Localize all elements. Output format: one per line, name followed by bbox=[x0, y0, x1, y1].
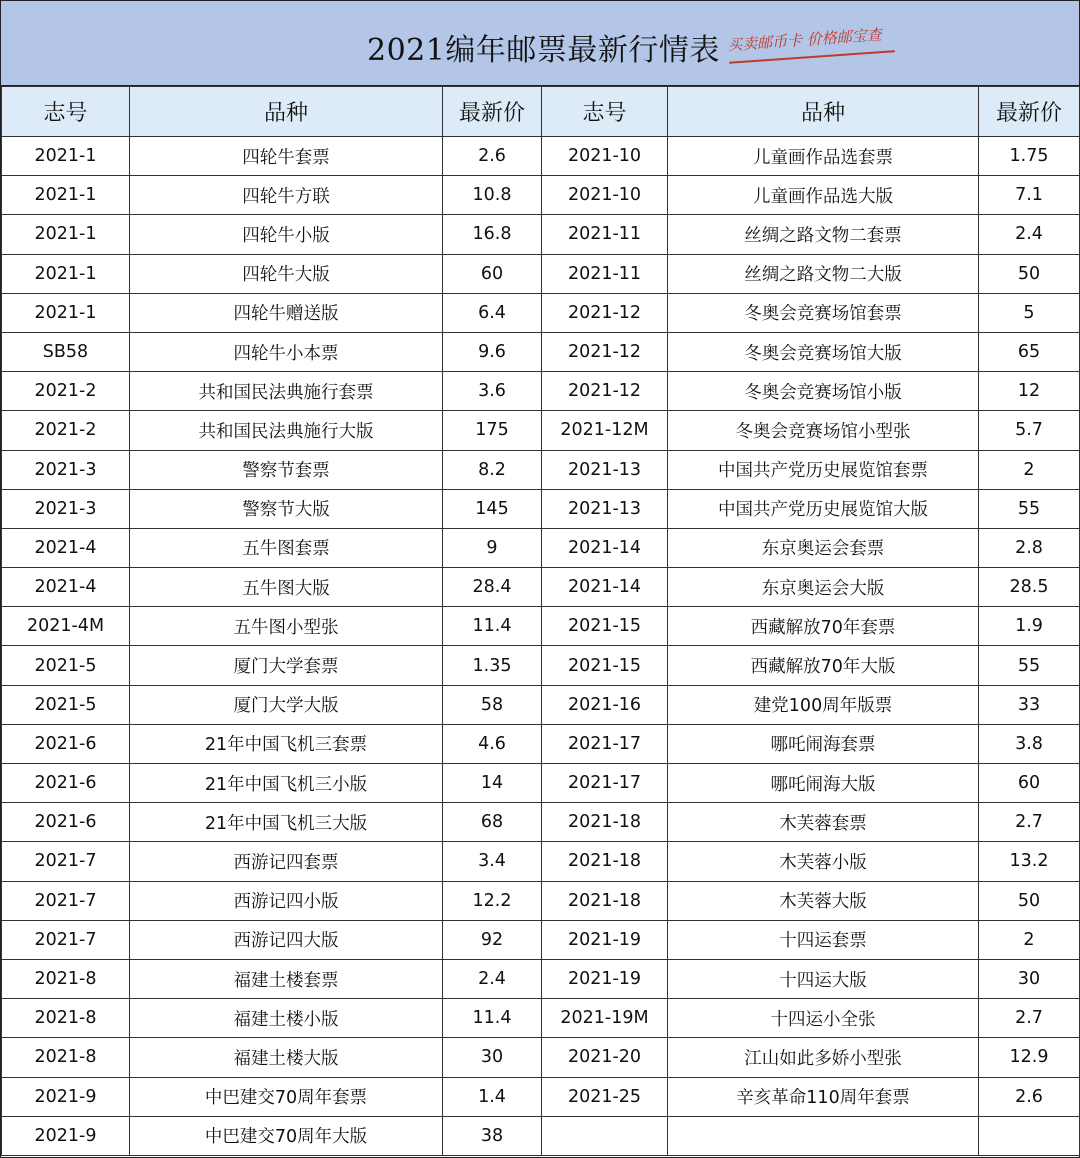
price-cell: 3.6 bbox=[443, 372, 542, 411]
item-name-cell: 福建土楼大版 bbox=[130, 1038, 443, 1077]
table-row bbox=[2, 803, 1080, 842]
price-cell: 68 bbox=[443, 803, 542, 842]
issue-number-cell: 2021-13 bbox=[542, 450, 668, 489]
table-row bbox=[2, 293, 1080, 332]
table-row bbox=[2, 568, 1080, 607]
item-name-cell: 警察节套票 bbox=[130, 450, 443, 489]
issue-number-cell: 2021-2 bbox=[2, 372, 130, 411]
issue-number-cell: SB58 bbox=[2, 332, 130, 371]
table-row bbox=[2, 881, 1080, 920]
table-row bbox=[2, 489, 1080, 528]
header-price-right: 最新价 bbox=[979, 87, 1080, 137]
header-issue-number-left: 志号 bbox=[2, 87, 130, 137]
table-row bbox=[2, 528, 1080, 567]
item-name-cell: 五牛图小型张 bbox=[130, 607, 443, 646]
issue-number-cell: 2021-20 bbox=[542, 1038, 668, 1077]
item-name-cell: 冬奥会竞赛场馆小型张 bbox=[668, 411, 979, 450]
price-cell: 10.8 bbox=[443, 176, 542, 215]
item-name-cell: 木芙蓉大版 bbox=[668, 881, 979, 920]
table-row bbox=[2, 332, 1080, 371]
item-name-cell: 冬奥会竞赛场馆大版 bbox=[668, 332, 979, 371]
price-cell: 30 bbox=[979, 959, 1080, 998]
table-row bbox=[2, 764, 1080, 803]
item-name-cell: 东京奥运会大版 bbox=[668, 568, 979, 607]
issue-number-cell: 2021-15 bbox=[542, 646, 668, 685]
item-name-cell: 共和国民法典施行套票 bbox=[130, 372, 443, 411]
price-cell: 2.6 bbox=[443, 137, 542, 176]
item-name-cell: 四轮牛套票 bbox=[130, 137, 443, 176]
price-cell: 2 bbox=[979, 450, 1080, 489]
item-name-cell: 中巴建交70周年套票 bbox=[130, 1077, 443, 1116]
item-name-cell: 21年中国飞机三套票 bbox=[130, 724, 443, 763]
table-row bbox=[2, 607, 1080, 646]
item-name-cell: 十四运小全张 bbox=[668, 999, 979, 1038]
price-cell: 1.75 bbox=[979, 137, 1080, 176]
issue-number-cell: 2021-8 bbox=[2, 959, 130, 998]
watermark-stamp: 买卖邮币卡 价格邮宝查 bbox=[726, 25, 883, 55]
issue-number-cell: 2021-6 bbox=[2, 724, 130, 763]
issue-number-cell: 2021-17 bbox=[542, 724, 668, 763]
price-cell: 145 bbox=[443, 489, 542, 528]
issue-number-cell: 2021-3 bbox=[2, 450, 130, 489]
issue-number-cell: 2021-7 bbox=[2, 920, 130, 959]
issue-number-cell: 2021-25 bbox=[542, 1077, 668, 1116]
price-cell: 30 bbox=[443, 1038, 542, 1077]
price-cell: 11.4 bbox=[443, 999, 542, 1038]
issue-number-cell: 2021-19M bbox=[542, 999, 668, 1038]
header-issue-number-right: 志号 bbox=[542, 87, 668, 137]
price-cell: 58 bbox=[443, 685, 542, 724]
price-cell: 11.4 bbox=[443, 607, 542, 646]
price-cell: 8.2 bbox=[443, 450, 542, 489]
price-cell: 5.7 bbox=[979, 411, 1080, 450]
price-cell: 50 bbox=[979, 881, 1080, 920]
item-name-cell: 儿童画作品选套票 bbox=[668, 137, 979, 176]
item-name-cell: 西藏解放70年套票 bbox=[668, 607, 979, 646]
price-cell: 60 bbox=[979, 764, 1080, 803]
table-row bbox=[2, 685, 1080, 724]
item-name-cell: 冬奥会竞赛场馆小版 bbox=[668, 372, 979, 411]
page-title: 2021编年邮票最新行情表 bbox=[367, 33, 720, 68]
price-cell: 28.4 bbox=[443, 568, 542, 607]
issue-number-cell: 2021-1 bbox=[2, 137, 130, 176]
price-cell: 6.4 bbox=[443, 293, 542, 332]
issue-number-cell: 2021-14 bbox=[542, 568, 668, 607]
header-row bbox=[2, 87, 1080, 137]
table-row bbox=[2, 1116, 1080, 1155]
table-row bbox=[2, 646, 1080, 685]
item-name-cell: 西藏解放70年大版 bbox=[668, 646, 979, 685]
issue-number-cell: 2021-6 bbox=[2, 803, 130, 842]
price-cell: 2.7 bbox=[979, 999, 1080, 1038]
issue-number-cell: 2021-8 bbox=[2, 999, 130, 1038]
price-cell: 9.6 bbox=[443, 332, 542, 371]
price-cell: 2.4 bbox=[979, 215, 1080, 254]
issue-number-cell: 2021-16 bbox=[542, 685, 668, 724]
table-row bbox=[2, 137, 1080, 176]
issue-number-cell: 2021-1 bbox=[2, 176, 130, 215]
price-cell: 1.9 bbox=[979, 607, 1080, 646]
issue-number-cell: 2021-7 bbox=[2, 881, 130, 920]
item-name-cell: 五牛图套票 bbox=[130, 528, 443, 567]
issue-number-cell: 2021-2 bbox=[2, 411, 130, 450]
issue-number-cell: 2021-4 bbox=[2, 528, 130, 567]
issue-number-cell: 2021-4M bbox=[2, 607, 130, 646]
price-cell: 38 bbox=[443, 1116, 542, 1155]
issue-number-cell: 2021-18 bbox=[542, 881, 668, 920]
issue-number-cell: 2021-18 bbox=[542, 803, 668, 842]
item-name-cell: 五牛图大版 bbox=[130, 568, 443, 607]
issue-number-cell: 2021-19 bbox=[542, 959, 668, 998]
item-name-cell: 西游记四套票 bbox=[130, 842, 443, 881]
item-name-cell: 共和国民法典施行大版 bbox=[130, 411, 443, 450]
issue-number-cell: 2021-9 bbox=[2, 1077, 130, 1116]
issue-number-cell: 2021-10 bbox=[542, 137, 668, 176]
price-cell: 2 bbox=[979, 920, 1080, 959]
issue-number-cell: 2021-1 bbox=[2, 254, 130, 293]
item-name-cell: 西游记四小版 bbox=[130, 881, 443, 920]
issue-number-cell: 2021-11 bbox=[542, 215, 668, 254]
price-cell: 92 bbox=[443, 920, 542, 959]
item-name-cell: 木芙蓉小版 bbox=[668, 842, 979, 881]
item-name-cell: 哪吒闹海大版 bbox=[668, 764, 979, 803]
issue-number-cell: 2021-17 bbox=[542, 764, 668, 803]
price-cell: 7.1 bbox=[979, 176, 1080, 215]
header-item-left: 品种 bbox=[130, 87, 443, 137]
price-cell: 55 bbox=[979, 489, 1080, 528]
issue-number-cell: 2021-11 bbox=[542, 254, 668, 293]
item-name-cell: 福建土楼小版 bbox=[130, 999, 443, 1038]
item-name-cell: 辛亥革命110周年套票 bbox=[668, 1077, 979, 1116]
table-row bbox=[2, 999, 1080, 1038]
item-name-cell: 十四运大版 bbox=[668, 959, 979, 998]
price-cell: 3.4 bbox=[443, 842, 542, 881]
table-row bbox=[2, 254, 1080, 293]
table-row bbox=[2, 1077, 1080, 1116]
item-name-cell bbox=[668, 1116, 979, 1155]
item-name-cell: 哪吒闹海套票 bbox=[668, 724, 979, 763]
table-row bbox=[2, 411, 1080, 450]
price-cell: 12.9 bbox=[979, 1038, 1080, 1077]
price-cell: 3.8 bbox=[979, 724, 1080, 763]
price-cell: 2.6 bbox=[979, 1077, 1080, 1116]
title-bar bbox=[1, 1, 1079, 86]
table-body bbox=[2, 137, 1080, 1156]
price-cell: 175 bbox=[443, 411, 542, 450]
price-cell: 12 bbox=[979, 372, 1080, 411]
price-cell: 12.2 bbox=[443, 881, 542, 920]
price-cell: 65 bbox=[979, 332, 1080, 371]
table-row bbox=[2, 372, 1080, 411]
table-row bbox=[2, 215, 1080, 254]
price-cell: 16.8 bbox=[443, 215, 542, 254]
price-cell: 14 bbox=[443, 764, 542, 803]
issue-number-cell: 2021-12 bbox=[542, 372, 668, 411]
item-name-cell: 丝绸之路文物二套票 bbox=[668, 215, 979, 254]
issue-number-cell: 2021-4 bbox=[2, 568, 130, 607]
issue-number-cell: 2021-18 bbox=[542, 842, 668, 881]
table-row bbox=[2, 176, 1080, 215]
header-price-left: 最新价 bbox=[443, 87, 542, 137]
issue-number-cell: 2021-15 bbox=[542, 607, 668, 646]
issue-number-cell: 2021-10 bbox=[542, 176, 668, 215]
price-cell: 9 bbox=[443, 528, 542, 567]
table-row bbox=[2, 450, 1080, 489]
price-cell bbox=[979, 1116, 1080, 1155]
price-cell: 2.7 bbox=[979, 803, 1080, 842]
item-name-cell: 十四运套票 bbox=[668, 920, 979, 959]
item-name-cell: 中国共产党历史展览馆套票 bbox=[668, 450, 979, 489]
item-name-cell: 中国共产党历史展览馆大版 bbox=[668, 489, 979, 528]
table-row bbox=[2, 959, 1080, 998]
price-cell: 2.8 bbox=[979, 528, 1080, 567]
item-name-cell: 西游记四大版 bbox=[130, 920, 443, 959]
price-cell: 1.35 bbox=[443, 646, 542, 685]
issue-number-cell: 2021-3 bbox=[2, 489, 130, 528]
price-cell: 55 bbox=[979, 646, 1080, 685]
issue-number-cell bbox=[542, 1116, 668, 1155]
price-cell: 5 bbox=[979, 293, 1080, 332]
price-cell: 4.6 bbox=[443, 724, 542, 763]
table-row bbox=[2, 1038, 1080, 1077]
item-name-cell: 建党100周年版票 bbox=[668, 685, 979, 724]
item-name-cell: 木芙蓉套票 bbox=[668, 803, 979, 842]
price-cell: 50 bbox=[979, 254, 1080, 293]
price-cell: 60 bbox=[443, 254, 542, 293]
issue-number-cell: 2021-1 bbox=[2, 215, 130, 254]
item-name-cell: 四轮牛小本票 bbox=[130, 332, 443, 371]
item-name-cell: 厦门大学套票 bbox=[130, 646, 443, 685]
issue-number-cell: 2021-19 bbox=[542, 920, 668, 959]
item-name-cell: 中巴建交70周年大版 bbox=[130, 1116, 443, 1155]
table-row bbox=[2, 920, 1080, 959]
price-cell: 28.5 bbox=[979, 568, 1080, 607]
item-name-cell: 福建土楼套票 bbox=[130, 959, 443, 998]
price-cell: 1.4 bbox=[443, 1077, 542, 1116]
issue-number-cell: 2021-8 bbox=[2, 1038, 130, 1077]
item-name-cell: 儿童画作品选大版 bbox=[668, 176, 979, 215]
price-cell: 13.2 bbox=[979, 842, 1080, 881]
issue-number-cell: 2021-13 bbox=[542, 489, 668, 528]
item-name-cell: 四轮牛赠送版 bbox=[130, 293, 443, 332]
table-row bbox=[2, 842, 1080, 881]
item-name-cell: 21年中国飞机三大版 bbox=[130, 803, 443, 842]
item-name-cell: 丝绸之路文物二大版 bbox=[668, 254, 979, 293]
issue-number-cell: 2021-7 bbox=[2, 842, 130, 881]
item-name-cell: 四轮牛小版 bbox=[130, 215, 443, 254]
price-table bbox=[1, 86, 1080, 1156]
price-cell: 2.4 bbox=[443, 959, 542, 998]
price-cell: 33 bbox=[979, 685, 1080, 724]
item-name-cell: 厦门大学大版 bbox=[130, 685, 443, 724]
issue-number-cell: 2021-5 bbox=[2, 646, 130, 685]
item-name-cell: 四轮牛方联 bbox=[130, 176, 443, 215]
issue-number-cell: 2021-14 bbox=[542, 528, 668, 567]
issue-number-cell: 2021-12 bbox=[542, 293, 668, 332]
issue-number-cell: 2021-5 bbox=[2, 685, 130, 724]
table-row bbox=[2, 724, 1080, 763]
issue-number-cell: 2021-1 bbox=[2, 293, 130, 332]
item-name-cell: 21年中国飞机三小版 bbox=[130, 764, 443, 803]
issue-number-cell: 2021-6 bbox=[2, 764, 130, 803]
item-name-cell: 东京奥运会套票 bbox=[668, 528, 979, 567]
issue-number-cell: 2021-12 bbox=[542, 332, 668, 371]
item-name-cell: 四轮牛大版 bbox=[130, 254, 443, 293]
issue-number-cell: 2021-9 bbox=[2, 1116, 130, 1155]
item-name-cell: 警察节大版 bbox=[130, 489, 443, 528]
item-name-cell: 冬奥会竞赛场馆套票 bbox=[668, 293, 979, 332]
item-name-cell: 江山如此多娇小型张 bbox=[668, 1038, 979, 1077]
header-item-right: 品种 bbox=[668, 87, 979, 137]
issue-number-cell: 2021-12M bbox=[542, 411, 668, 450]
